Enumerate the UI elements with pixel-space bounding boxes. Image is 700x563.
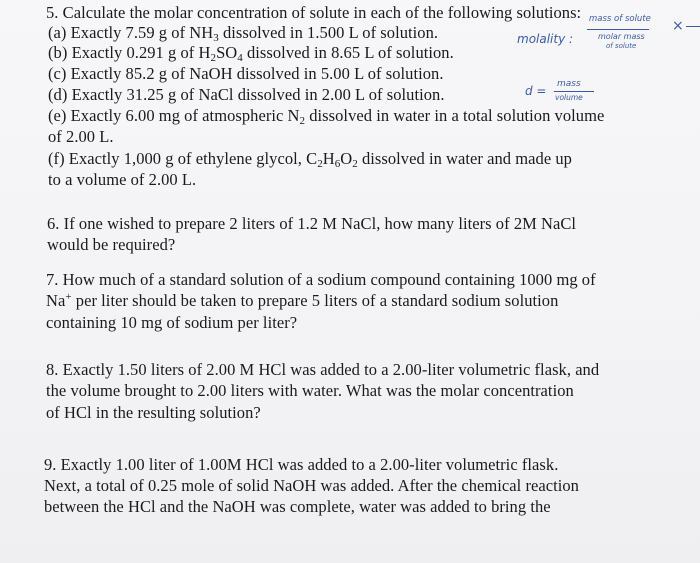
problem-5f-line1: (f) Exactly 1,000 g of ethylene glycol, $C_2H_6O_2$ dissolved in water and made up bbox=[48, 149, 572, 170]
problem-9-line2: Next, a total of 0.25 mole of solid NaOH was added. After the chemical reaction bbox=[44, 476, 579, 495]
problem-7-line2: Na+ per liter should be taken to prepare 5 liters of a standard sodium solution bbox=[46, 291, 559, 310]
problem-7-line3: containing 10 mg of sodium per liter? bbox=[46, 313, 298, 332]
handwritten-mass: mass bbox=[557, 79, 581, 89]
handwritten-density-bar bbox=[554, 91, 594, 92]
problem-7-line1: 7. How much of a standard solution of a sodium compound containing 1000 mg of bbox=[46, 270, 596, 289]
problem-5d: (d) Exactly 31.25 g of NaCl dissolved in 2.00 L of solution. bbox=[48, 85, 445, 104]
problem-8-line1: 8. Exactly 1.50 liters of 2.00 M HCl was added to a 2.00-liter volumetric flask, and bbox=[46, 360, 600, 379]
handwritten-fraction-bar bbox=[587, 29, 649, 30]
handwritten-cutoff-fraction bbox=[686, 26, 700, 27]
problem-8-line3: of HCl in the resulting solution? bbox=[46, 403, 261, 422]
problem-5e-line1: (e) Exactly 6.00 mg of atmospheric $N_2$ dissolved in water in a total solution volume bbox=[48, 106, 605, 127]
problem-9-line1: 9. Exactly 1.00 liter of 1.00M HCl was added to a 2.00-liter volumetric flask. bbox=[44, 455, 559, 474]
problem-5c: (c) Exactly 85.2 g of NaOH dissolved in 5.00 L of solution. bbox=[48, 64, 444, 83]
handwritten-molality: molality : bbox=[517, 32, 574, 46]
problem-6-line2: would be required? bbox=[47, 235, 176, 254]
problem-5a: (a) Exactly 7.59 g of $NH_3$ dissolved in 1.500 L of solution. bbox=[48, 23, 439, 44]
handwritten-times: × bbox=[672, 18, 684, 34]
problem-5e-line2: of 2.00 L. bbox=[48, 127, 114, 146]
problem-5f-line2: to a volume of 2.00 L. bbox=[48, 170, 197, 189]
handwritten-molar-mass: molar mass bbox=[598, 32, 645, 41]
problem-6-line1: 6. If one wished to prepare 2 liters of 1.2 M NaCl, how many liters of 2M NaCl bbox=[47, 214, 577, 233]
handwritten-density-eq: d = bbox=[525, 84, 547, 98]
handwritten-volume: volume bbox=[555, 93, 583, 102]
handwritten-mass-solute: mass of solute bbox=[589, 14, 651, 24]
problem-9-line3: between the HCl and the NaOH was complete, water was added to bring the bbox=[44, 497, 551, 516]
problem-5-title: 5. Calculate the molar concentration of solute in each of the following solutions: bbox=[46, 3, 582, 22]
problem-5b: (b) Exactly 0.291 g of $H_2SO_4$ dissolved in 8.65 L of solution. bbox=[48, 43, 454, 64]
problem-8-line2: the volume brought to 2.00 liters with water. What was the molar concentration bbox=[46, 381, 574, 400]
handwritten-of-solute: of solute bbox=[606, 42, 637, 50]
